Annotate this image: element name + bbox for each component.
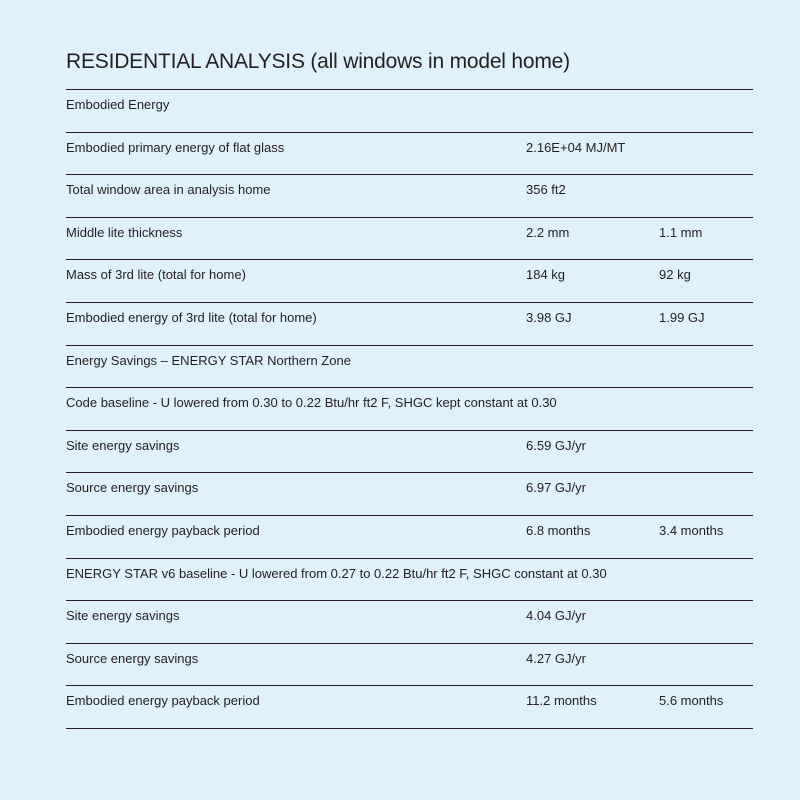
table-row <box>66 473 753 516</box>
analysis-table <box>66 89 753 729</box>
table-row <box>66 218 753 261</box>
row-label: Energy Savings – ENERGY STAR Northern Zone <box>66 352 351 368</box>
page-title: RESIDENTIAL ANALYSIS (all windows in model home) <box>66 50 570 73</box>
row-label: Embodied energy payback period <box>66 693 260 709</box>
row-label: Source energy savings <box>66 650 199 666</box>
row-value-2: 92 kg <box>659 267 691 283</box>
row-label: ENERGY STAR v6 baseline - U lowered from 0.27 to 0.22 Btu/hr ft2 F, SHGC constant at 0.30 <box>66 565 607 581</box>
row-value-1: 4.27 GJ/yr <box>526 650 586 666</box>
row-value-2: 3.4 months <box>659 522 724 538</box>
row-value-1: 4.04 GJ/yr <box>526 608 586 624</box>
table-row <box>66 90 753 133</box>
row-value-1: 11.2 months <box>526 693 597 709</box>
row-label: Mass of 3rd lite (total for home) <box>66 267 246 283</box>
table-row <box>66 686 753 729</box>
row-label: Embodied energy payback period <box>66 522 260 538</box>
table-row <box>66 516 753 559</box>
row-value-2: 5.6 months <box>659 693 724 709</box>
row-value-1: 184 kg <box>526 267 566 283</box>
table-row <box>66 388 753 431</box>
table-row <box>66 175 753 218</box>
row-label: Code baseline - U lowered from 0.30 to 0.22 Btu/hr ft2 F, SHGC kept constant at 0.30 <box>66 395 557 411</box>
row-value-1: 6.59 GJ/yr <box>526 437 586 453</box>
row-label: Total window area in analysis home <box>66 182 271 198</box>
row-value-2: 1.1 mm <box>659 224 703 240</box>
row-value-1: 6.97 GJ/yr <box>526 480 586 496</box>
row-label: Site energy savings <box>66 437 180 453</box>
table-row <box>66 346 753 389</box>
table-row <box>66 431 753 474</box>
row-label: Middle lite thickness <box>66 224 183 240</box>
row-value-1: 3.98 GJ <box>526 309 572 325</box>
row-value-1: 2.2 mm <box>526 224 570 240</box>
table-row <box>66 559 753 602</box>
row-label: Site energy savings <box>66 608 180 624</box>
row-value-1: 2.16E+04 MJ/MT <box>526 139 626 155</box>
table-row <box>66 644 753 687</box>
row-label: Embodied primary energy of flat glass <box>66 139 285 155</box>
table-row <box>66 133 753 176</box>
row-label: Embodied Energy <box>66 97 170 112</box>
row-value-2: 1.99 GJ <box>659 309 705 325</box>
row-label: Source energy savings <box>66 480 199 496</box>
row-value-1: 6.8 months <box>526 522 591 538</box>
row-label: Embodied energy of 3rd lite (total for home) <box>66 309 317 325</box>
table-row <box>66 303 753 346</box>
table-row <box>66 260 753 303</box>
table-row <box>66 601 753 644</box>
row-value-1: 356 ft2 <box>526 182 566 198</box>
